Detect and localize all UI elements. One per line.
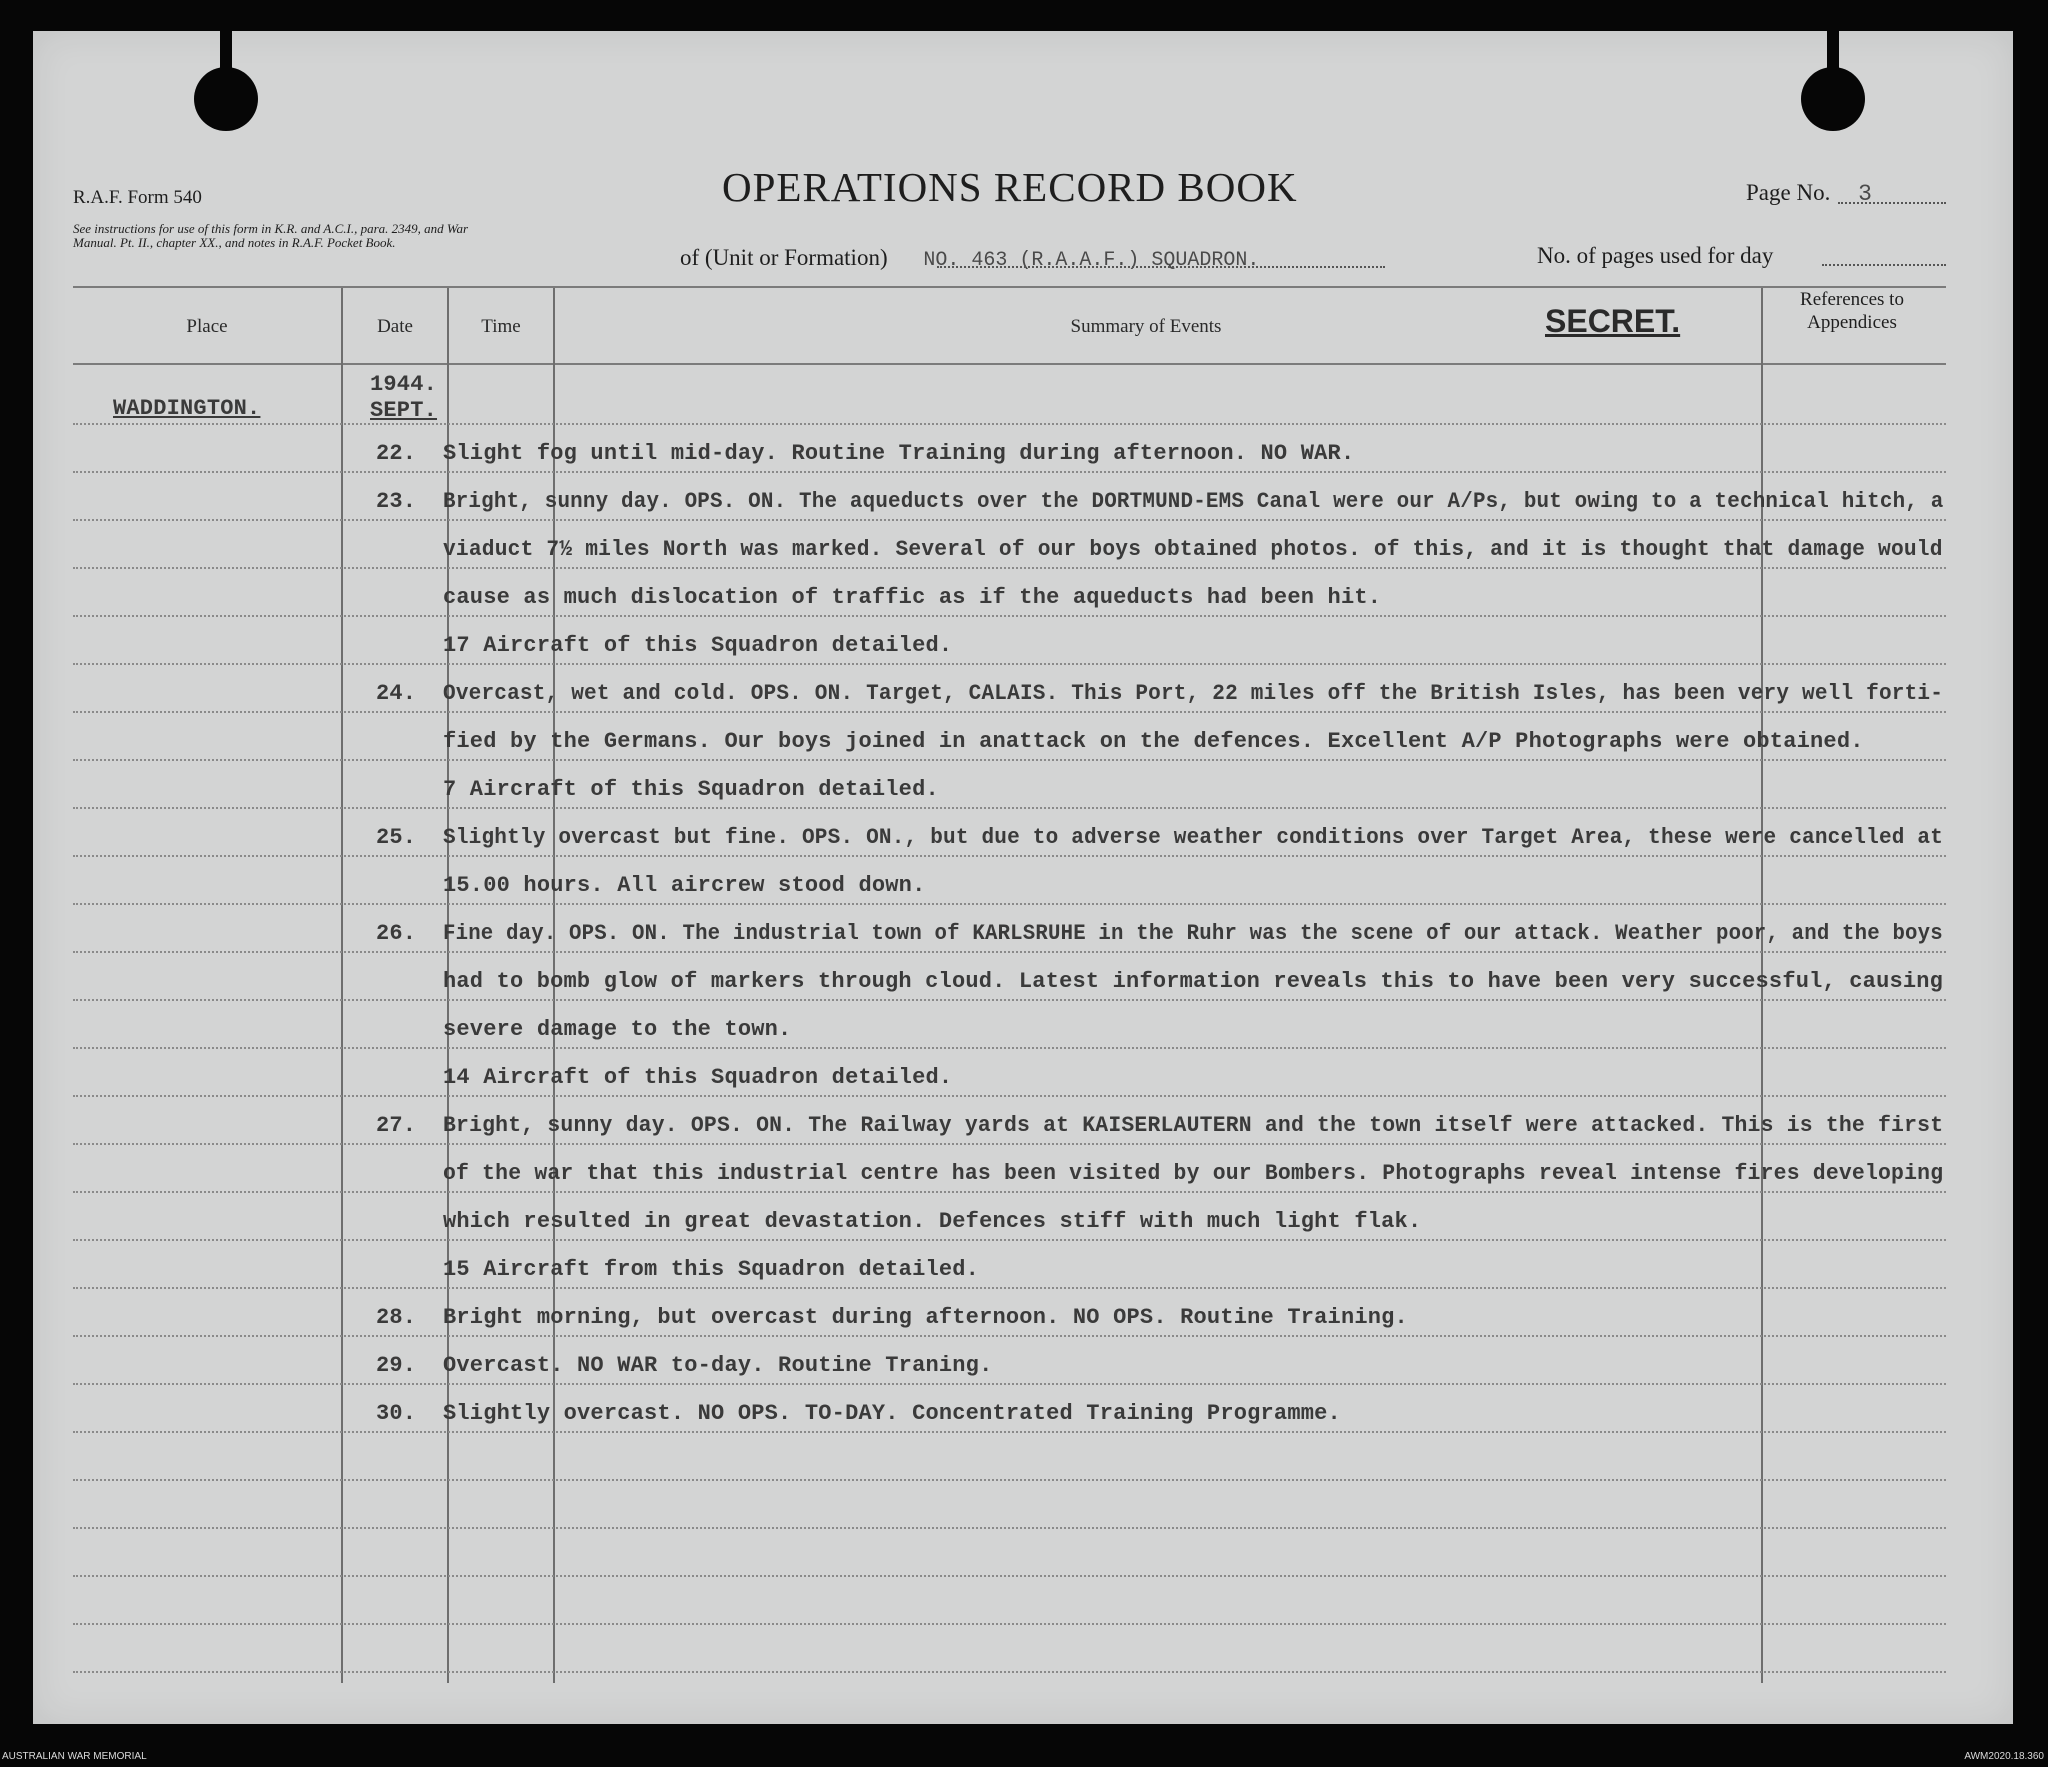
page-number-value: 3 — [1858, 181, 1872, 207]
ruled-line — [73, 999, 1946, 1001]
entry-summary-line: Bright, sunny day. OPS. ON. The aqueducts over the DORTMUND-EMS Canal were our A/Ps, but owing to a technical hitch, a — [443, 489, 1944, 514]
ruled-line — [73, 1383, 1946, 1385]
column-header-time: Time — [481, 316, 521, 337]
entry-summary-line: viaduct 7½ miles North was marked. Several of our boys obtained photos. of this, and it is thought that damage would — [443, 537, 1943, 562]
ruled-line — [73, 711, 1946, 713]
ruled-line — [73, 423, 1946, 425]
entry-summary-line: 15 Aircraft from this Squadron detailed. — [443, 1257, 980, 1282]
form-instructions: See instructions for use of this form in K.R. and A.C.I., para. 2349, and War Manual. Pt. II., chapter XX., and notes in R.A.F. Pocket Book. — [73, 221, 469, 250]
column-header-summary: Summary of Events — [1070, 316, 1222, 337]
ruled-line — [73, 1575, 1946, 1577]
entry-summary-line: Slightly overcast but fine. OPS. ON., but due to adverse weather conditions over Target Area, these were cancelled at — [443, 825, 1944, 850]
form-number: R.A.F. Form 540 — [73, 187, 202, 208]
ruled-line — [73, 855, 1946, 857]
entry-summary-line: Fine day. OPS. ON. The industrial town of KARLSRUHE in the Ruhr was the scene of our attack. Weather poor, and the boys — [443, 921, 1943, 946]
ruled-line — [73, 1095, 1946, 1097]
binder-hole-right — [1801, 67, 1865, 131]
footer-credit: AUSTRALIAN WAR MEMORIAL — [2, 1751, 147, 1762]
ruled-line — [73, 663, 1946, 665]
entry-date: 25. — [376, 825, 417, 850]
entry-summary-line: 7 Aircraft of this Squadron detailed. — [443, 777, 939, 802]
ruled-line — [73, 1143, 1946, 1145]
ruled-line — [73, 471, 1946, 473]
date-month: SEPT. — [370, 398, 438, 423]
ruled-line — [73, 1239, 1946, 1241]
ruled-line — [73, 1287, 1946, 1289]
column-header-references: References to Appendices — [1800, 289, 1904, 333]
entry-date: 29. — [376, 1353, 417, 1378]
entry-summary-line: fied by the Germans. Our boys joined in anattack on the defences. Excellent A/P Photographs were obtained. — [443, 729, 1864, 754]
ruled-line — [73, 951, 1946, 953]
ruled-line — [73, 1047, 1946, 1049]
entry-summary-line: Overcast. NO WAR to-day. Routine Traning. — [443, 1353, 993, 1378]
unit-value: NO. 463 (R.A.A.F.) SQUADRON. — [923, 249, 1260, 272]
entry-summary-line: Slight fog until mid-day. Routine Training during afternoon. NO WAR. — [443, 441, 1355, 466]
ruled-line — [73, 567, 1946, 569]
column-header-place: Place — [186, 316, 228, 337]
entry-summary-line: Bright, sunny day. OPS. ON. The Railway yards at KAISERLAUTERN and the town itself were attacked. This is the first — [443, 1113, 1944, 1138]
entry-summary-line: 17 Aircraft of this Squadron detailed. — [443, 633, 953, 658]
ruled-line — [73, 519, 1946, 521]
entry-date: 28. — [376, 1305, 417, 1330]
entry-summary-line: which resulted in great devastation. Defences stiff with much light flak. — [443, 1209, 1422, 1234]
unit-label: of (Unit or Formation) — [680, 245, 888, 270]
table-top-border — [73, 286, 1946, 288]
entry-summary-line: of the war that this industrial centre has been visited by our Bombers. Photographs reveal intense fires developing — [443, 1161, 1944, 1186]
entry-summary-line: Overcast, wet and cold. OPS. ON. Target, CALAIS. This Port, 22 miles off the British Isles, has been very well forti- — [443, 681, 1944, 706]
binder-hole-left — [194, 67, 258, 131]
ruled-line — [73, 1431, 1946, 1433]
place-name: WADDINGTON. — [113, 396, 261, 421]
footer-reference: AWM2020.18.360 — [1964, 1751, 2044, 1762]
secret-stamp: SECRET. — [1545, 303, 1681, 339]
ruled-line — [73, 1671, 1946, 1673]
date-year: 1944. — [370, 372, 438, 397]
entry-date: 26. — [376, 921, 417, 946]
entry-date: 30. — [376, 1401, 417, 1426]
entry-summary-line: 15.00 hours. All aircrew stood down. — [443, 873, 926, 898]
pages-used-label: No. of pages used for day — [1537, 243, 1774, 268]
entry-summary-line: Slightly overcast. NO OPS. TO-DAY. Concentrated Training Programme. — [443, 1401, 1341, 1426]
ruled-line — [73, 1335, 1946, 1337]
page-title: OPERATIONS RECORD BOOK — [722, 164, 1298, 210]
column-divider-place — [341, 288, 343, 1683]
form-sheet — [33, 31, 2013, 1724]
entry-date: 23. — [376, 489, 417, 514]
ruled-line — [73, 1527, 1946, 1529]
ruled-line — [73, 903, 1946, 905]
column-header-date: Date — [377, 316, 413, 337]
ruled-line — [73, 759, 1946, 761]
page-number-dotline — [1838, 202, 1946, 204]
entry-date: 24. — [376, 681, 417, 706]
entry-summary-line: had to bomb glow of markers through cloud. Latest information reveals this to have been very successful, causing — [443, 969, 1944, 994]
entry-summary-line: cause as much dislocation of traffic as if the aqueducts had been hit. — [443, 585, 1382, 610]
ruled-line — [73, 1479, 1946, 1481]
ruled-line — [73, 1623, 1946, 1625]
ruled-line — [73, 615, 1946, 617]
entry-date: 22. — [376, 441, 417, 466]
ruled-line — [73, 1191, 1946, 1193]
header-bottom-border — [73, 363, 1946, 365]
page-number-label: Page No. — [1746, 180, 1831, 205]
entry-summary-line: Bright morning, but overcast during afternoon. NO OPS. Routine Training. — [443, 1305, 1408, 1330]
unit-dotline — [937, 266, 1385, 268]
ruled-line — [73, 807, 1946, 809]
entry-summary-line: severe damage to the town. — [443, 1017, 792, 1042]
pages-used-dotline — [1822, 264, 1946, 266]
entry-summary-line: 14 Aircraft of this Squadron detailed. — [443, 1065, 953, 1090]
entry-date: 27. — [376, 1113, 417, 1138]
